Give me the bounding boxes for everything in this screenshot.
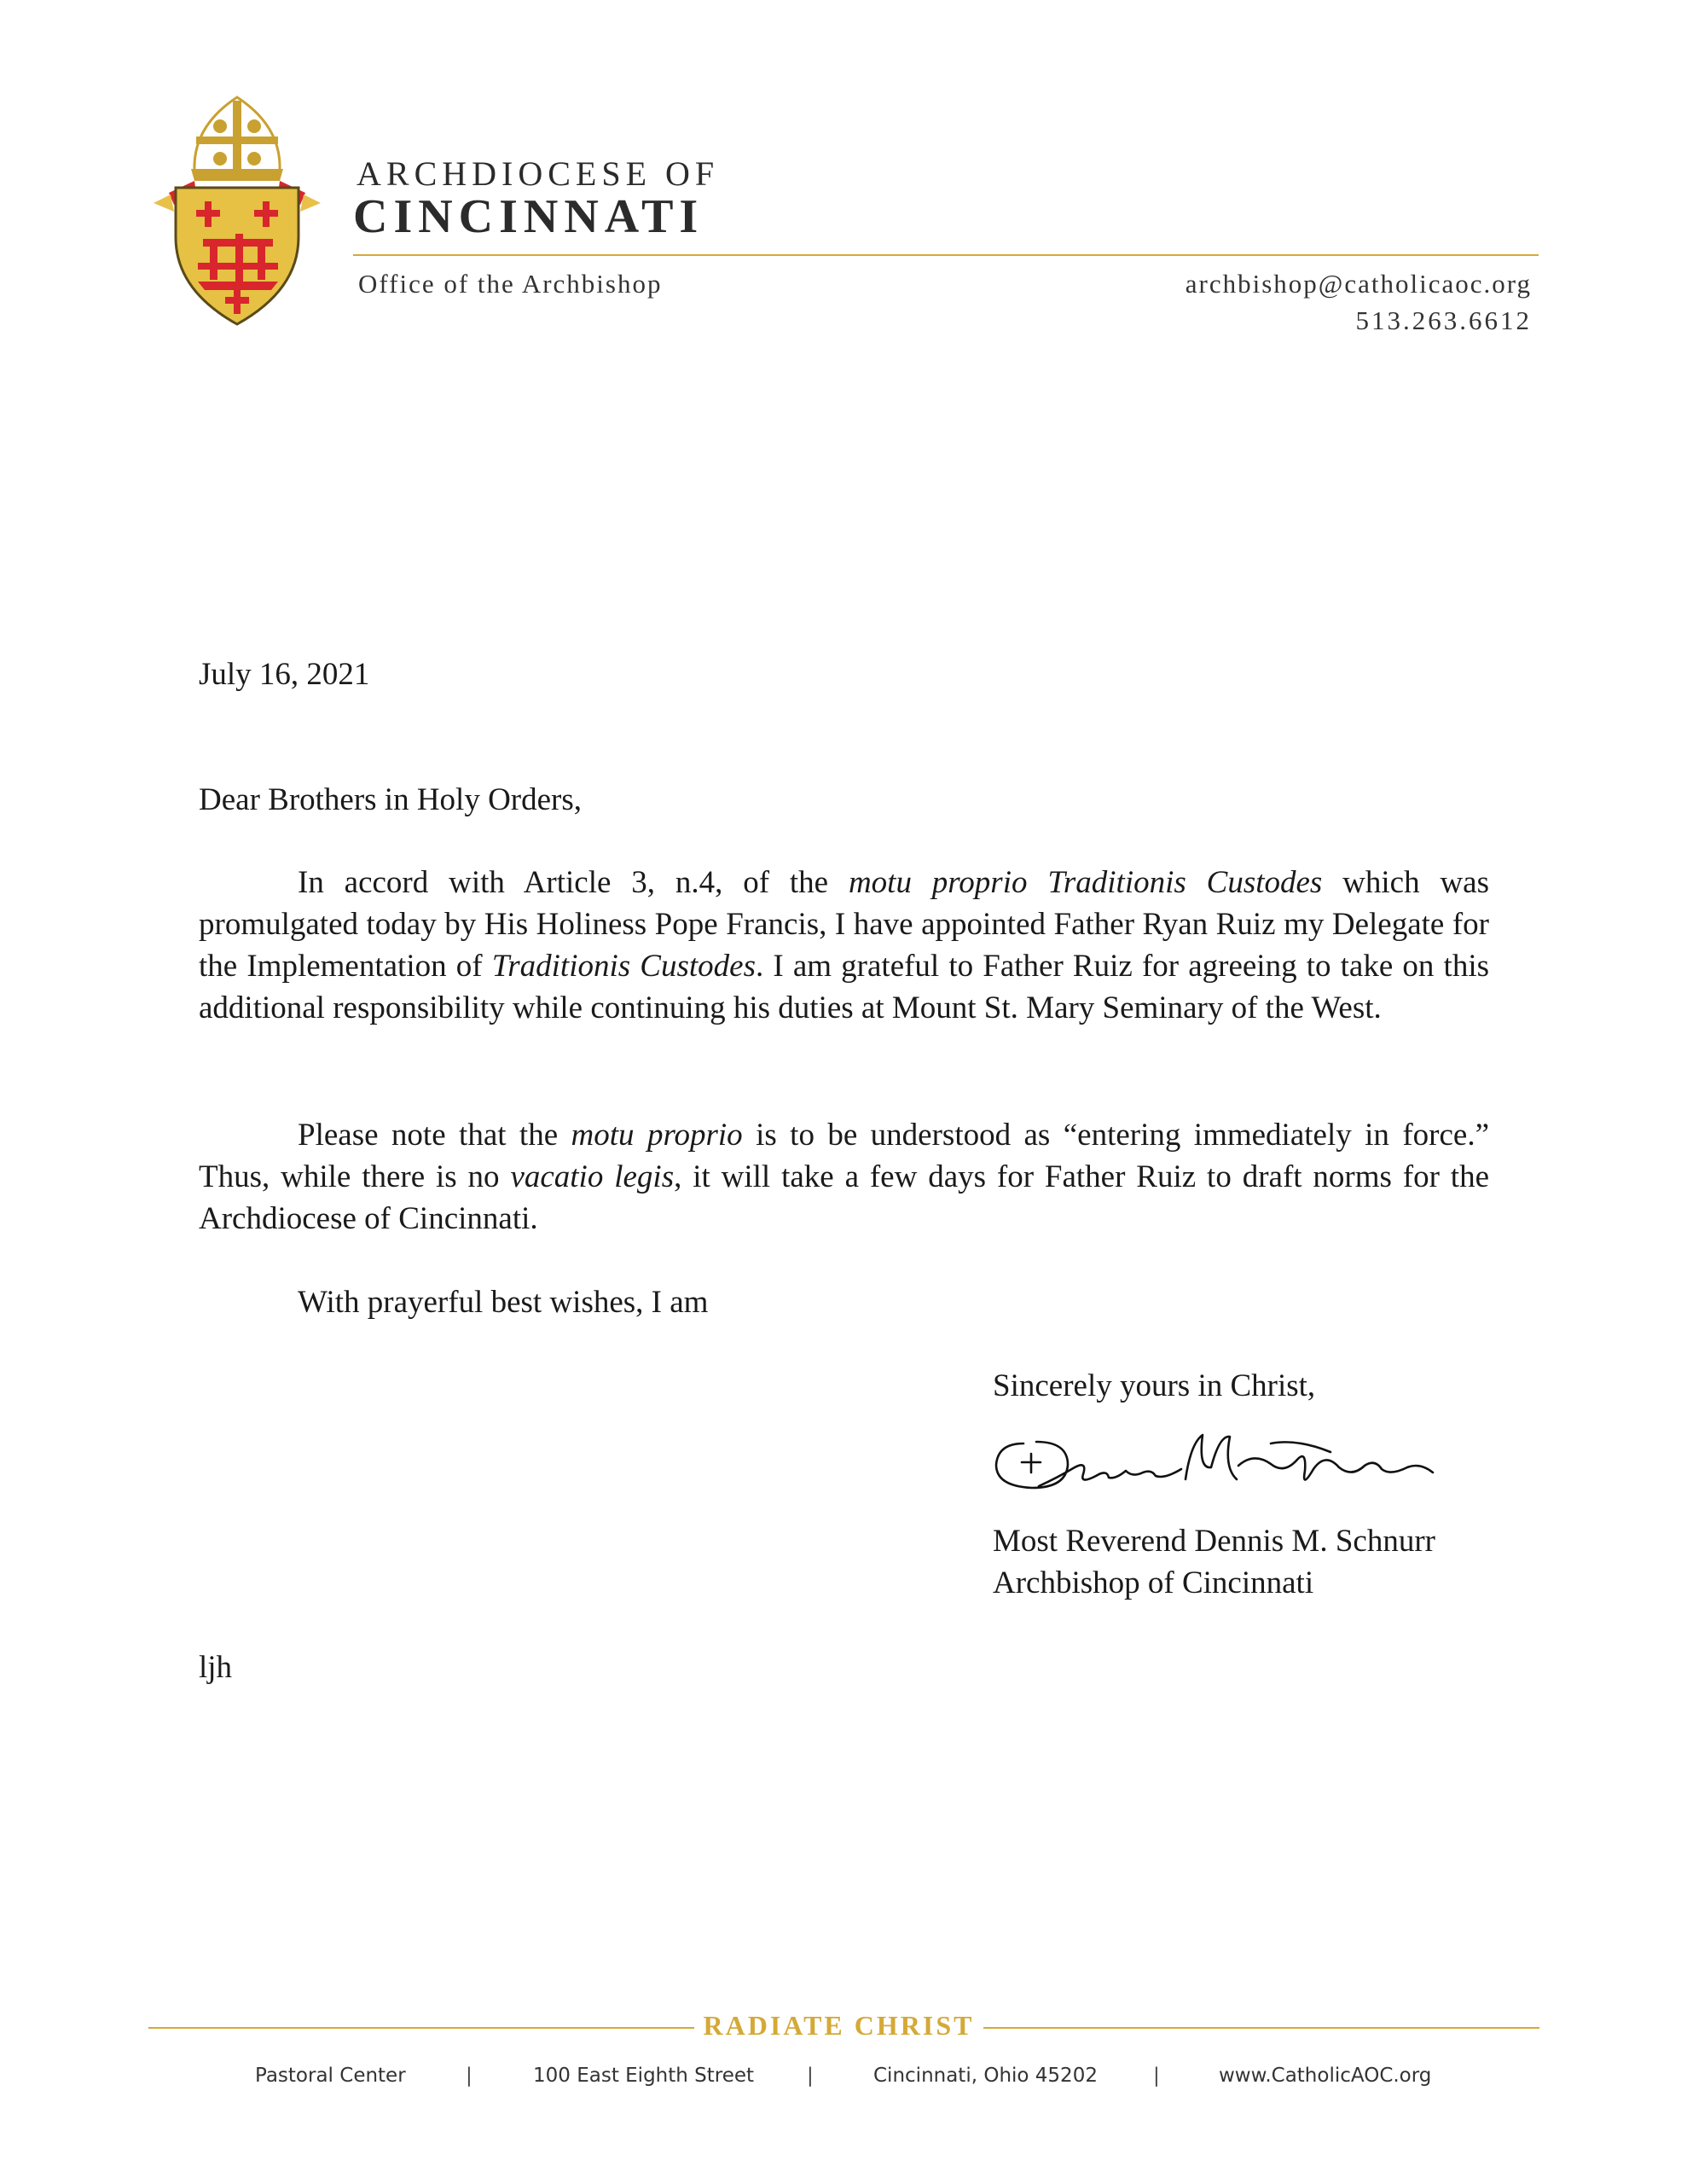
header-divider [353, 254, 1539, 256]
footer-pastoral-center: Pastoral Center [255, 2065, 406, 2087]
footer-website[interactable]: www.CatholicAOC.org [1219, 2065, 1432, 2087]
salutation: Dear Brothers in Holy Orders, [199, 782, 583, 817]
body-paragraph-2 [199, 1114, 1489, 1240]
p1-italic-1: motu proprio Traditionis Custodes [848, 865, 1323, 900]
footer-street: 100 East Eighth Street [533, 2065, 755, 2087]
footer-separator: | [466, 2065, 472, 2087]
typist-initials: ljh [199, 1650, 233, 1685]
body-paragraph-1 [199, 862, 1489, 1029]
footer-separator: | [1153, 2065, 1160, 2087]
contact-phone: 513.263.6612 [1355, 305, 1532, 335]
footer-city: Cincinnati, Ohio 45202 [873, 2065, 1098, 2087]
signer-name: Most Reverend Dennis M. Schnurr [993, 1524, 1435, 1559]
p2-italic-1: motu proprio [571, 1118, 743, 1153]
footer-separator: | [807, 2065, 814, 2087]
letter-date: July 16, 2021 [199, 657, 370, 692]
archdiocese-crest-icon [145, 92, 333, 331]
org-name-line2: CINCINNATI [353, 190, 704, 243]
office-label: Office of the Archbishop [358, 269, 663, 299]
p1-text-3: . I am grateful to Father Ruiz for agreeing to take on this additional responsibility while continuing his duties at Mount St. Mary Seminary of the West. [199, 949, 1489, 1025]
footer-rule-right [983, 2027, 1539, 2029]
closing-line: With prayerful best wishes, I am [298, 1285, 709, 1320]
footer-rule-left [148, 2027, 694, 2029]
p1-italic-2: Traditionis Custodes [491, 949, 756, 984]
p2-italic-2: vacatio legis [510, 1159, 675, 1194]
p2-text-1: Please note that the [298, 1118, 571, 1153]
handwritten-signature [989, 1418, 1450, 1510]
footer-motto: RADIATE CHRIST [703, 2010, 975, 2041]
contact-email: archbishop@catholicaoc.org [1185, 269, 1532, 299]
p1-text-2: which was promulgated today by His Holiness Pope Francis, I have appointed Father Ryan Ruiz my Delegate for the Implementation of [199, 865, 1489, 984]
p2-text-3: , it will take a few days for Father Ruiz to draft norms for the Archdiocese of Cincinnati. [199, 1159, 1489, 1236]
org-name-line1: ARCHDIOCESE OF [357, 154, 720, 193]
p2-text-2: is to be understood as “entering immediately in force.” Thus, while there is no [199, 1118, 1489, 1194]
signer-title: Archbishop of Cincinnati [993, 1565, 1314, 1600]
p1-text-1: In accord with Article 3, n.4, of the [298, 865, 849, 900]
signoff: Sincerely yours in Christ, [993, 1368, 1316, 1403]
